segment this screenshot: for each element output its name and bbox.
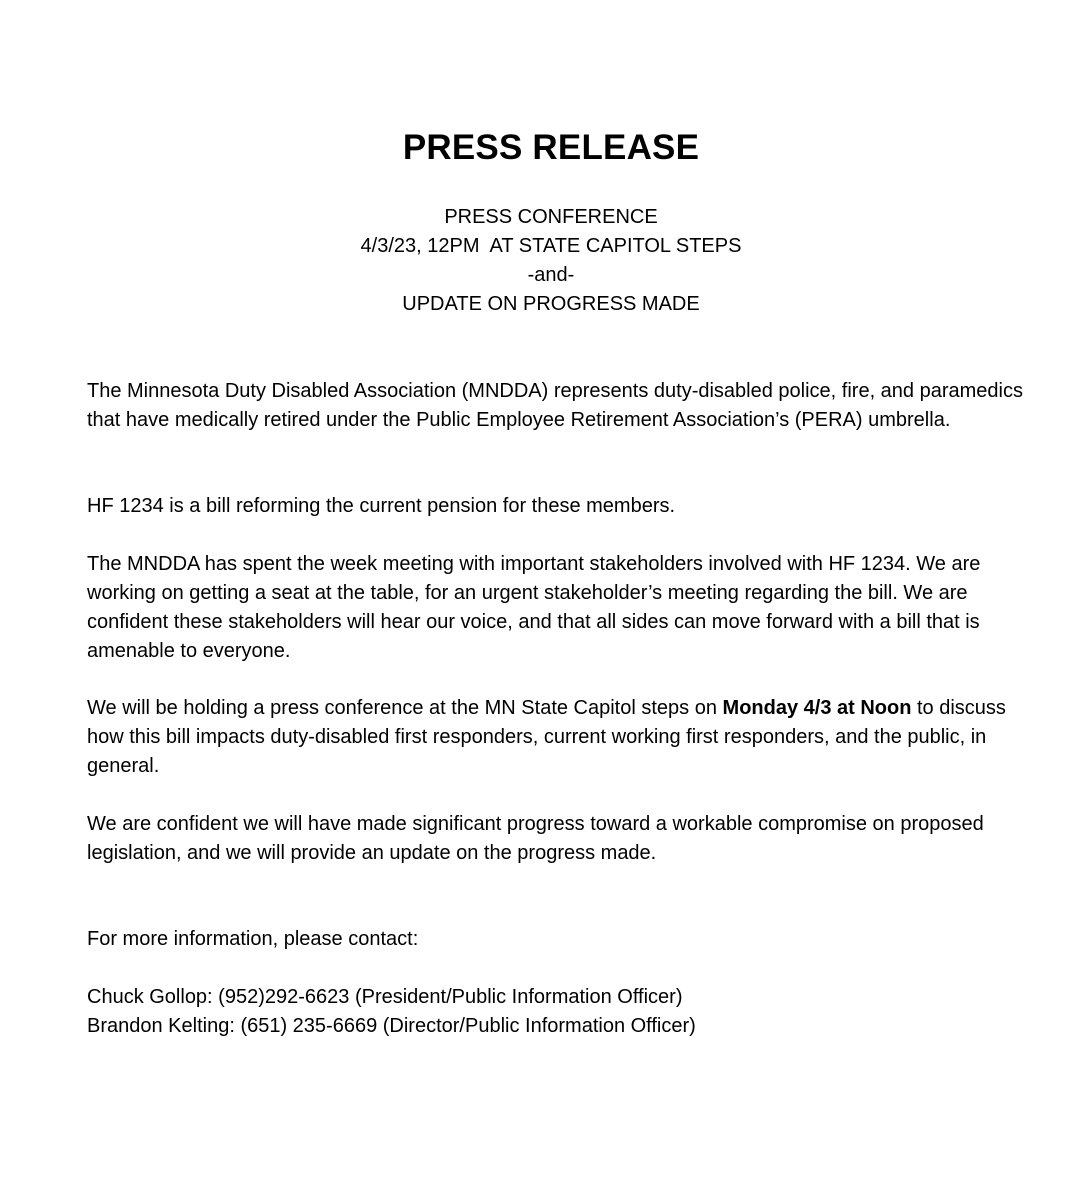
paragraph-progress: We are confident we will have made significant progress toward a workable compromise on proposed legislation, and we will provide an update on the progress made. bbox=[87, 813, 984, 864]
paragraph-press-conference bbox=[87, 694, 1047, 781]
subhead-line-update: UPDATE ON PROGRESS MADE bbox=[402, 293, 700, 315]
subhead-line-event: PRESS CONFERENCE bbox=[444, 206, 658, 228]
contact-intro: For more information, please contact: bbox=[87, 928, 419, 950]
paragraph-about-mndda: The Minnesota Duty Disabled Association (MNDDA) represents duty-disabled police, fire, and paramedics that have medically retired under the Public Employee Retirement Association’s (PERA) umbrella. bbox=[87, 380, 1023, 431]
page-title: PRESS RELEASE bbox=[402, 128, 700, 167]
contact-brandon-kelting: Brandon Kelting: (651) 235-6669 (Director/Public Information Officer) bbox=[87, 1015, 696, 1037]
press-conference-date-bold: Monday 4/3 at Noon bbox=[722, 697, 912, 719]
press-conference-header bbox=[0, 203, 1070, 319]
subhead-line-and: -and- bbox=[527, 264, 575, 286]
contact-chuck-gollop: Chuck Gollop: (952)292-6623 (President/Public Information Officer) bbox=[87, 986, 683, 1008]
paragraph-press-conference-text-after: to discuss how this bill impacts duty-disabled first responders, current working first responders, and the public, in general. bbox=[87, 697, 1006, 777]
subhead-line-datetime: 4/3/23, 12PM AT STATE CAPITOL STEPS bbox=[360, 235, 742, 257]
contact-list bbox=[87, 983, 1047, 1041]
paragraph-press-conference-text-before: We will be holding a press conference at the MN State Capitol steps on bbox=[87, 697, 723, 719]
paragraph-stakeholders: The MNDDA has spent the week meeting with important stakeholders involved with HF 1234. We are working on getting a seat at the table, for an urgent stakeholder’s meeting regarding the bill. We are confident these stakeholders will hear our voice, and that all sides can move forward with a bill that is amenable to everyone. bbox=[87, 553, 981, 662]
paragraph-bill-summary: HF 1234 is a bill reforming the current pension for these members. bbox=[87, 495, 676, 517]
